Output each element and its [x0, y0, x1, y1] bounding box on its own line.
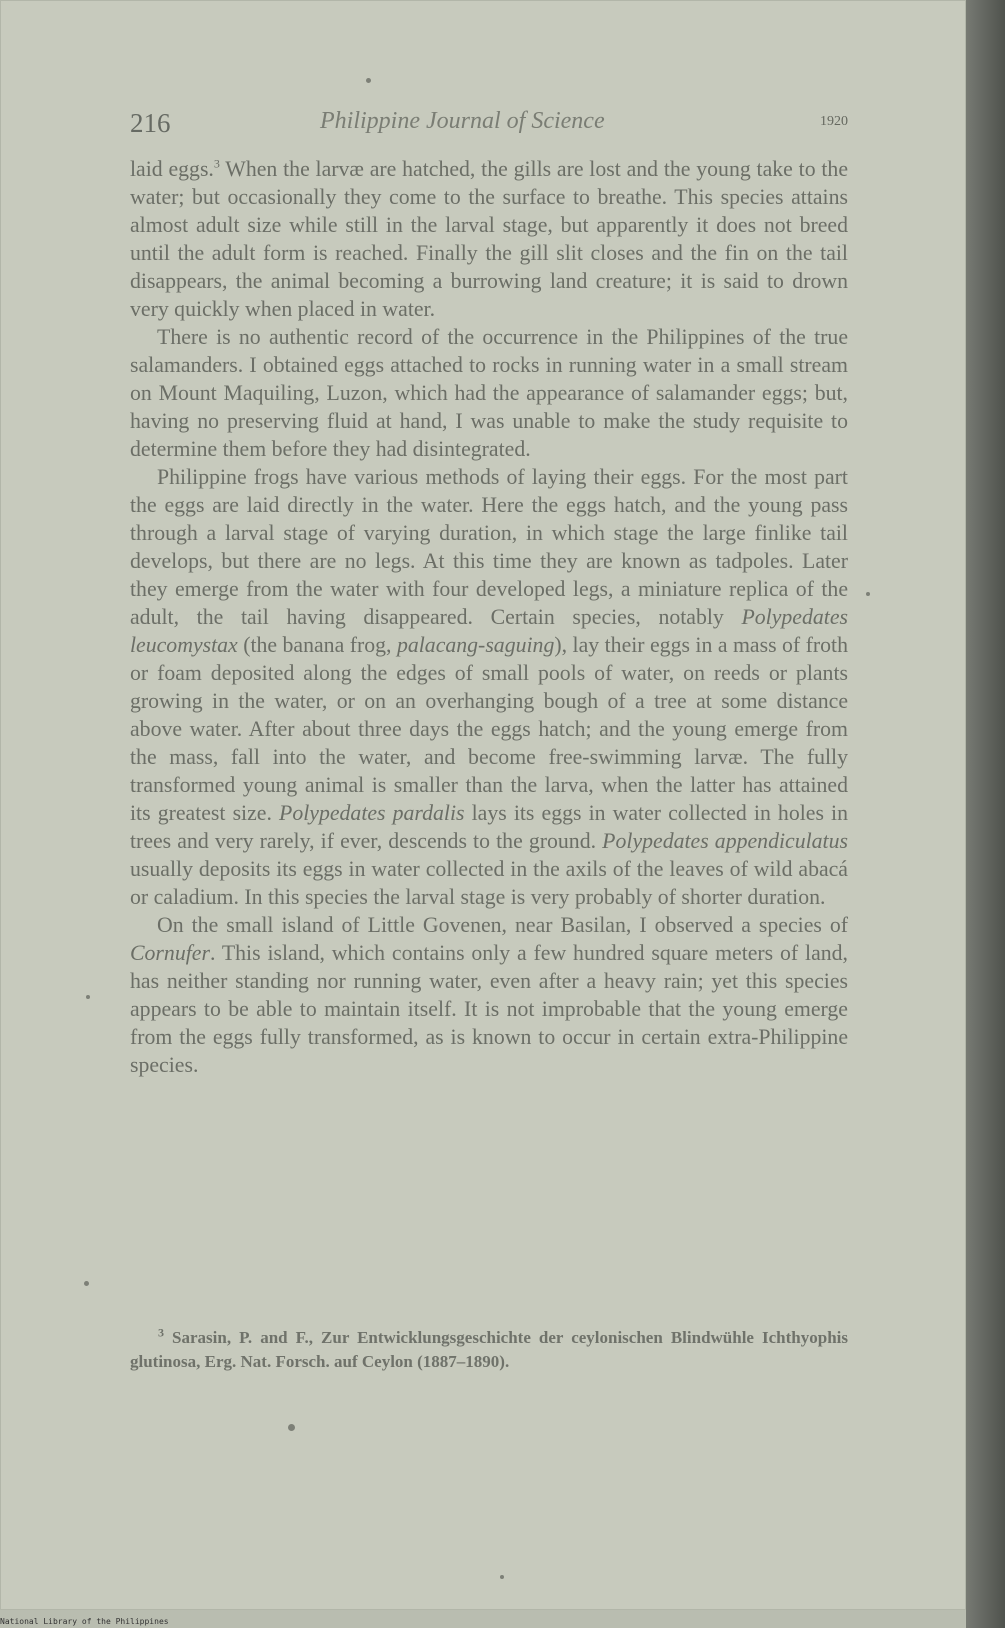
- species-name: Cornufer: [130, 941, 210, 965]
- ink-speck: [866, 592, 870, 596]
- paragraph: [130, 911, 848, 1079]
- ink-speck: [86, 995, 90, 999]
- paragraph: [130, 463, 848, 911]
- text-run: laid eggs.: [130, 157, 214, 181]
- text-run: usually deposits its eggs in water collected in the axils of the leaves of wild abacá or caladium. In this species the larval stage is very probably of shorter duration.: [130, 857, 848, 909]
- text-run: On the small island of Little Govenen, near Basilan, I observed a species of: [157, 913, 848, 937]
- page-edge-shadow: [966, 0, 1005, 1628]
- species-name: palacang-saguing: [396, 633, 555, 657]
- paragraph: [130, 155, 848, 323]
- ink-speck: [288, 1424, 295, 1431]
- page-number: 216: [130, 108, 171, 138]
- ink-speck: [500, 1575, 504, 1579]
- article-body: [130, 155, 848, 1079]
- ink-speck: [84, 1281, 89, 1286]
- running-header: [130, 108, 848, 142]
- text-run: ), lay their eggs in a mass of froth or foam deposited along the edges of small pools of water, on reeds or plants growing in the water, or on an overhanging bough of a tree at some distance above water. After about three days the eggs hatch; and the young emerge from the mass, fall into the water, and become free-swimming larvæ. The fully transformed young animal is smaller than the larva, when the latter has attained its greatest size.: [130, 633, 848, 825]
- footnote: [130, 1326, 848, 1374]
- text-run: lays its eggs in water collected in holes in trees and very rarely, if ever, descends to the ground.: [130, 801, 848, 853]
- footnote-marker: 3: [158, 1325, 164, 1340]
- ink-speck: [366, 78, 371, 83]
- footnote-reference: 3: [213, 156, 220, 171]
- text-run: When the larvæ are hatched, the gills are lost and the young take to the water; but occasionally they come to the surface to breathe. This species attains almost adult size while still in the larval stage, but apparently it does not breed until the adult form is reached. Finally the gill slit closes and the fin on the tail disappears, the animal becoming a burrowing land creature; it is said to drown very quickly when placed in water.: [130, 157, 849, 321]
- footnote-text: Sarasin, P. and F., Zur Entwicklungsgeschichte der ceylonischen Blindwühle Ichthyophis glutinosa, Erg. Nat. Forsch. auf Ceylon (1887–1890).: [130, 1328, 848, 1371]
- species-name: Polypedates leucomystax: [130, 605, 848, 657]
- text-run: . This island, which contains only a few hundred square meters of land, has neither standing nor running water, even after a heavy rain; yet this species appears to be able to maintain itself. It is not improbable that the young emerge from the eggs fully transformed, as is known to occur in certain extra-Philippine species.: [130, 941, 848, 1077]
- species-name: Polypedates appendiculatus: [602, 829, 848, 853]
- species-name: Polypedates pardalis: [279, 801, 465, 825]
- text-run: (the banana frog,: [237, 633, 397, 657]
- library-watermark: National Library of the Philippines: [0, 1617, 169, 1626]
- journal-title: Philippine Journal of Science: [320, 108, 605, 134]
- text-run: There is no authentic record of the occurrence in the Philippines of the true salamanders. I obtained eggs attached to rocks in running water in a small stream on Mount Maquiling, Luzon, which had the appearance of salamander eggs; but, having no preserving fluid at hand, I was unable to make the study requisite to determine them before they had disintegrated.: [130, 325, 848, 461]
- text-run: Philippine frogs have various methods of laying their eggs. For the most part the eggs are laid directly in the water. Here the eggs hatch, and the young pass through a larval stage of varying duration, in which stage the large finlike tail develops, but there are no legs. At this time they are known as tadpoles. Later they emerge from the water with four developed legs, a miniature replica of the adult, the tail having disappeared. Certain species, notably: [130, 465, 848, 629]
- publication-year: 1920: [820, 114, 848, 129]
- paragraph: [130, 323, 848, 463]
